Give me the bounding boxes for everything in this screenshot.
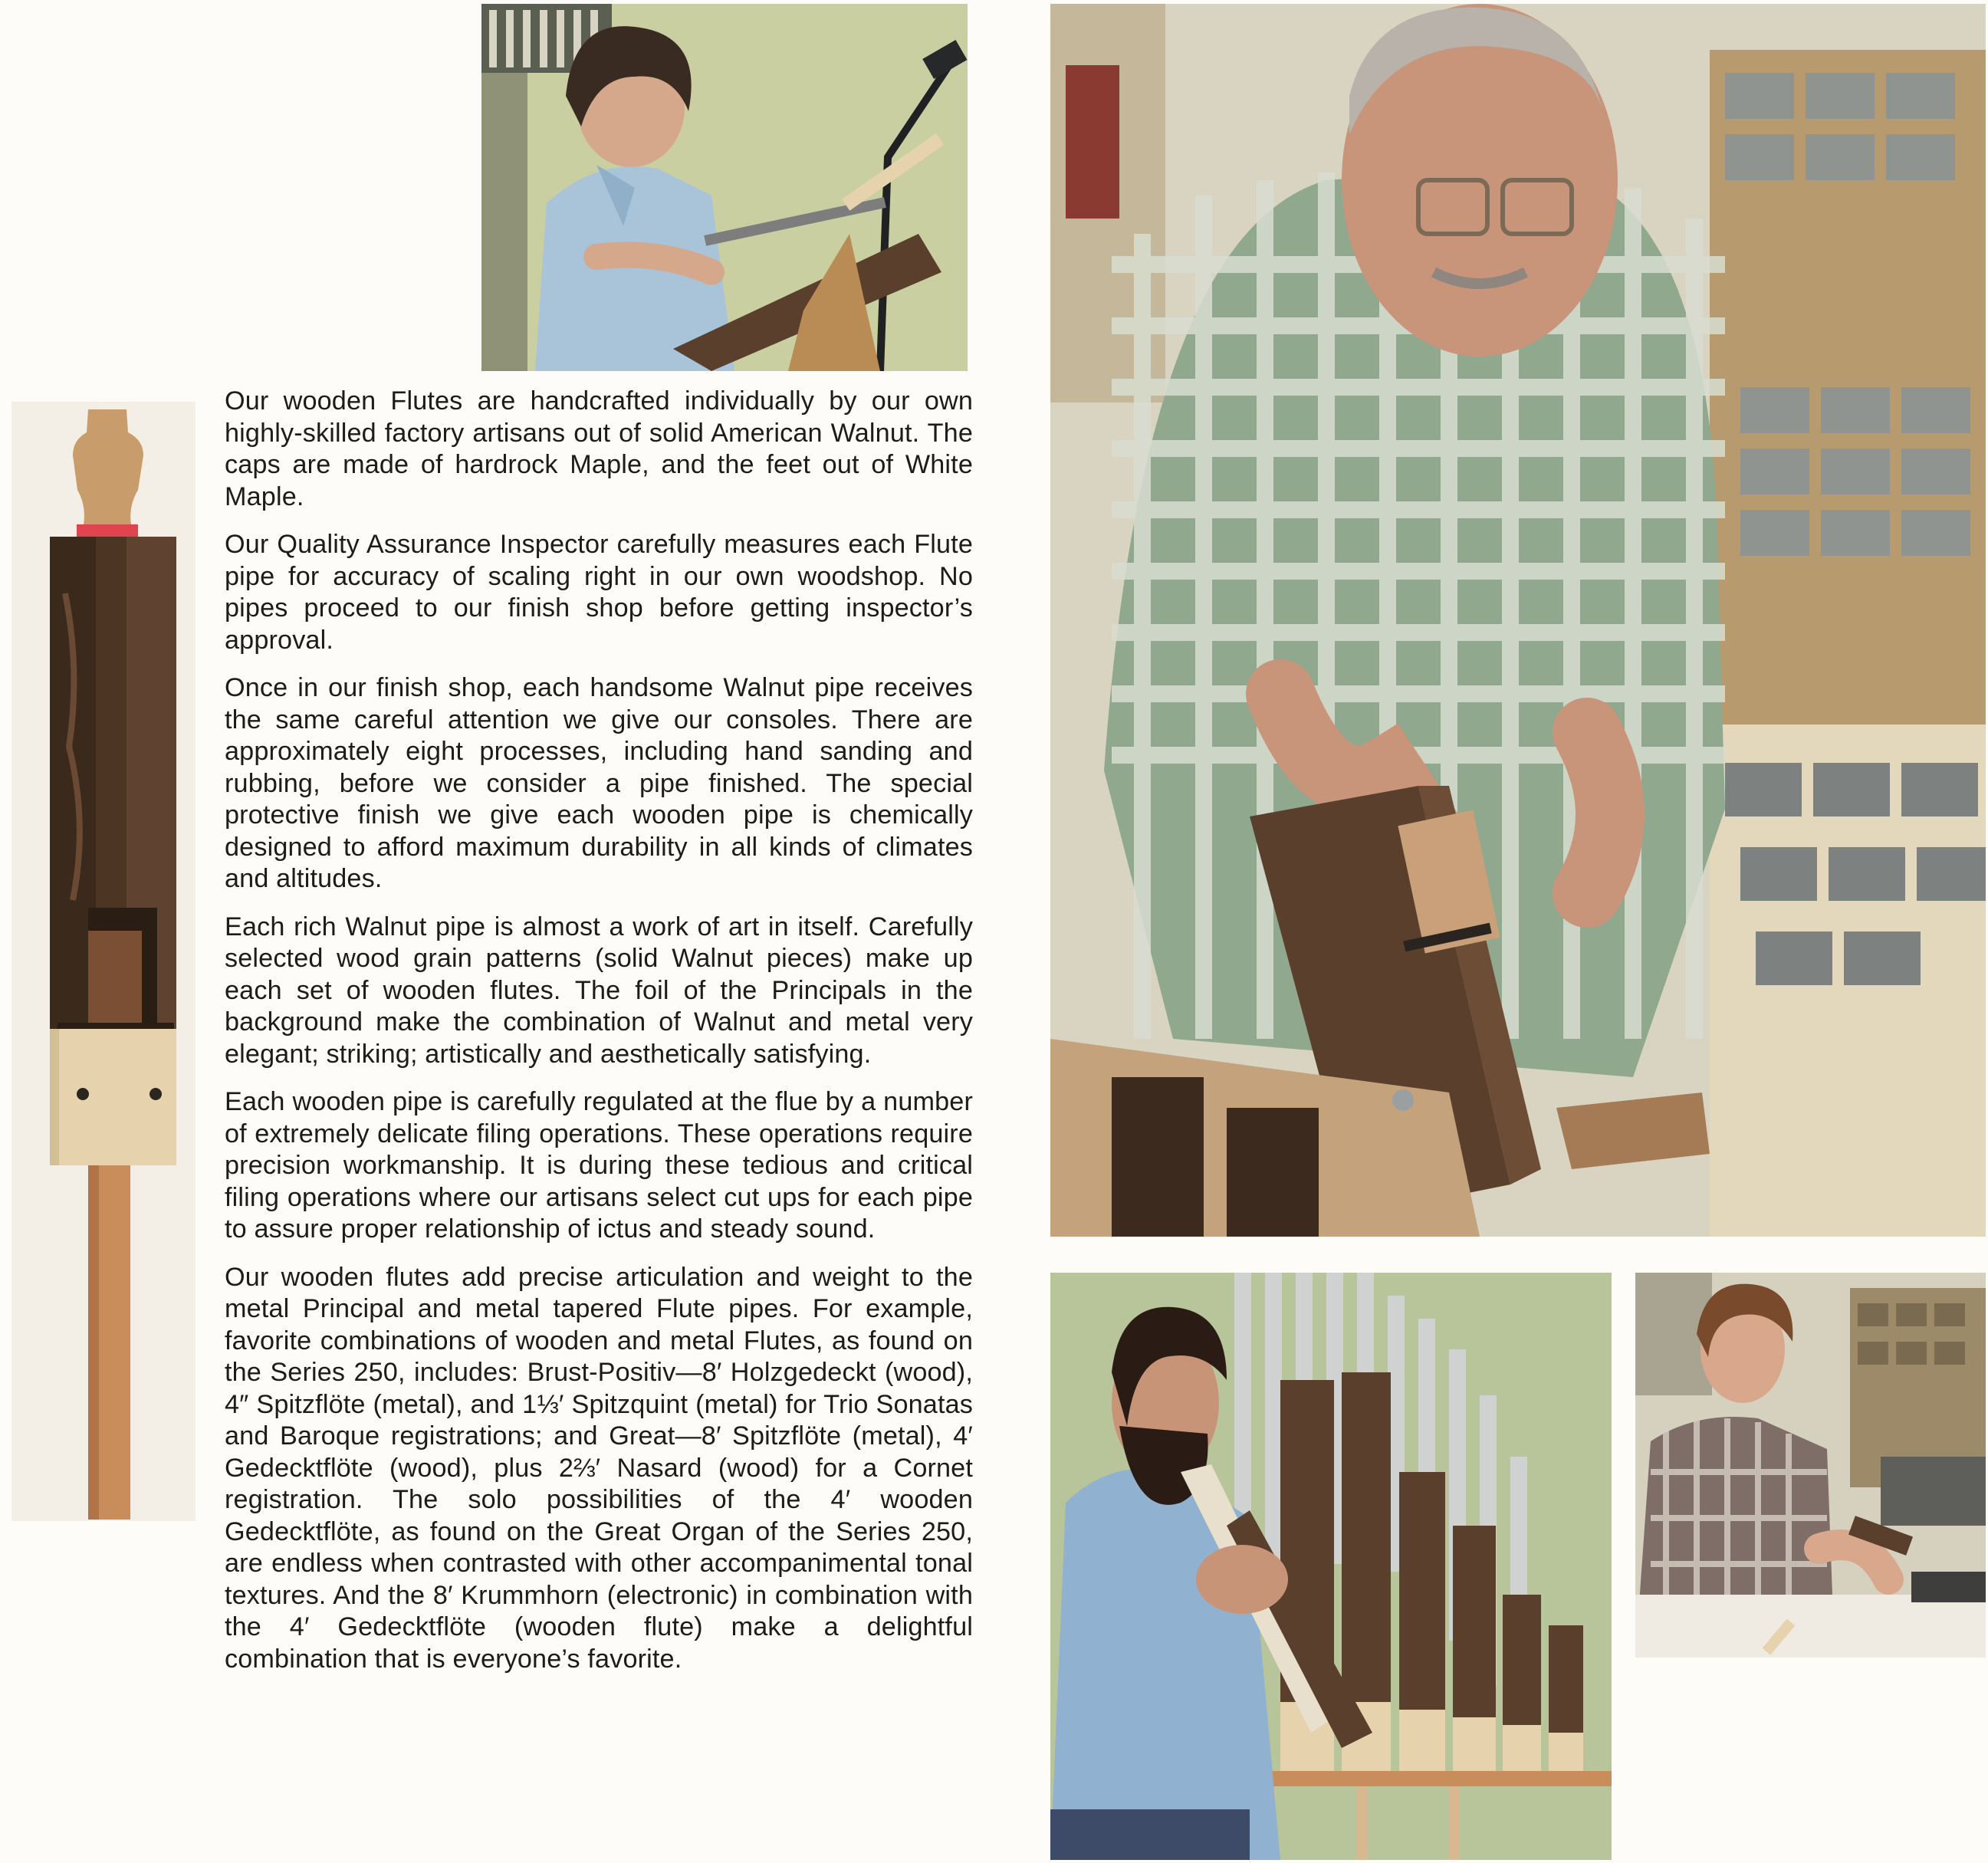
paragraph-wood-grain: Each rich Walnut pipe is almost a work of art in itself. Carefully selected wood grain patterns (solid Walnut pieces) make up each set of wooden flutes. The foil of the Principals in the background make the combination of Walnut and metal very elegant; striking; artistically and aesthetically satisfying. xyxy=(225,912,973,1069)
paragraph-regulation: Each wooden pipe is carefully regulated at the flue by a number of extremely delicate filing operations. These operations require precision workmanship. It is during these tedious and critical filing operations where our artisans select cut ups for each pipe to assure proper relationship of ictus and steady sound. xyxy=(225,1087,973,1244)
photo-voicer-at-pipes xyxy=(1050,1273,1612,1860)
photo-worker-at-bench xyxy=(1635,1273,1986,1658)
photo-craftsman-sanding-pipe xyxy=(1050,4,1986,1237)
paragraph-materials: Our wooden Flutes are handcrafted individually by our own highly-skilled factory artisans out of solid American Walnut. The caps are made of hardrock Maple, and the feet out of White Maple. xyxy=(225,386,973,511)
paragraph-combinations: Our wooden flutes add precise articulation and weight to the metal Principal and metal tapered Flute pipes. For example, favorite combinations of wooden and metal Flutes, as found on the Series 250, includes: Brust-Positiv—8′ Holzgedeckt (wood), 4″ Spitzflöte (metal), and 1⅓′ Spitzquint (metal) for Trio Sonatas and Baroque registrations; and Great—8′ Spitzflöte (metal), 4′ Gedecktflöte (wood), plus 2⅔′ Nasard (wood) for a Cornet registration. The solo possibilities of the 4′ wooden Gedecktflöte, as found on the Great Organ of the Series 250, are endless when contrasted with other accompanimental tonal textures. And the 8′ Krummhorn (electronic) in combination with the 4′ Gedecktflöte (wooden flute) make a delightful combination that is everyone’s favorite. xyxy=(225,1262,973,1674)
paragraph-finish-shop: Once in our finish shop, each handsome Walnut pipe receives the same careful attention we give our consoles. There are approximately eight processes, including hand sanding and rubbing, before we consider a pipe finished. The special protective finish we give each wooden pipe is chemically designed to afford maximum durability in all kinds of climates and altitudes. xyxy=(225,673,973,893)
article-body xyxy=(225,386,973,1691)
photo-artisan-filing-pipe xyxy=(481,4,968,371)
photo-wooden-flute-pipe xyxy=(12,402,196,1521)
paragraph-quality-inspection: Our Quality Assurance Inspector carefully measures each Flute pipe for accuracy of scaling right in our own woodshop. No pipes proceed to our finish shop before getting inspector’s approval. xyxy=(225,530,973,655)
